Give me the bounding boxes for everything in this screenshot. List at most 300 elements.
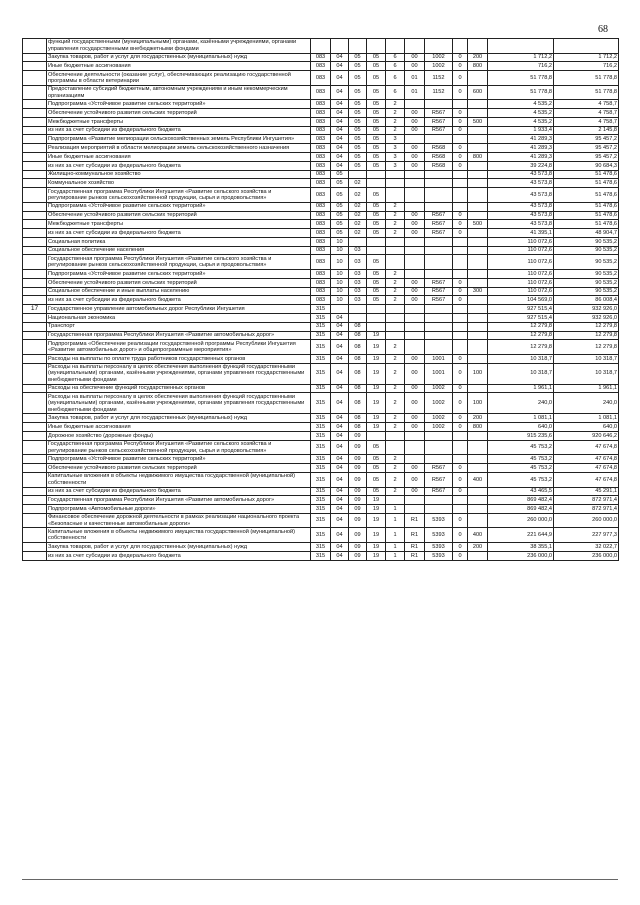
expense-type-code-cell: 300	[468, 287, 488, 296]
subprogram-code-cell: 2	[386, 117, 405, 126]
bottom-rule	[22, 879, 618, 880]
program-code-cell	[367, 305, 386, 314]
flag-code-cell: 0	[453, 126, 468, 135]
expense-type-code-cell	[468, 135, 488, 144]
expense-type-code-cell	[468, 246, 488, 255]
amount-year1-cell: 10 318,7	[488, 363, 554, 384]
section-code-cell: 04	[331, 85, 349, 100]
subsection-code-cell: 08	[349, 414, 367, 423]
expense-type-code-cell	[468, 496, 488, 505]
flag-code-cell	[453, 331, 468, 340]
program-code-cell: 05	[367, 117, 386, 126]
expense-type-code-cell: 500	[468, 117, 488, 126]
subsection-code-cell: 03	[349, 296, 367, 305]
row-number-cell	[23, 464, 47, 473]
program-code-cell: 05	[367, 135, 386, 144]
amount-year1-cell: 43 573,8	[488, 179, 554, 188]
section-code-cell	[331, 305, 349, 314]
expense-type-code-cell	[468, 144, 488, 153]
amount-year2-cell: 236 000,0	[554, 551, 619, 560]
table-row	[23, 487, 619, 496]
subsection-code-cell	[349, 305, 367, 314]
amount-year2-cell: 872 971,4	[554, 496, 619, 505]
subprogram-code-cell: 3	[386, 161, 405, 170]
amount-year1-cell: 1 933,4	[488, 126, 554, 135]
section-code-cell: 04	[331, 414, 349, 423]
flag-code-cell: 0	[453, 117, 468, 126]
table-row	[23, 528, 619, 543]
expense-type-code-cell	[468, 384, 488, 393]
ministry-code-cell: 083	[311, 237, 331, 246]
measure-code-cell: 00	[405, 363, 425, 384]
subsection-code-cell	[349, 313, 367, 322]
ministry-code-cell: 315	[311, 440, 331, 455]
measure-code-cell	[405, 440, 425, 455]
item-name-cell: Государственная программа Республики Ингушетия «Развитие сельского хозяйства и регулирование рынков сельскохозяйственной продукции, сырья и продовольствия»	[47, 440, 311, 455]
row-number-cell	[23, 322, 47, 331]
program-code-cell: 05	[367, 487, 386, 496]
table-row	[23, 100, 619, 109]
row-number-cell	[23, 440, 47, 455]
item-name-cell: Государственная программа Республики Ингушетия «Развитие сельского хозяйства и регулирование рынков сельскохозяйственной продукции, сырья и продовольствия»	[47, 255, 311, 270]
subsection-code-cell	[349, 39, 367, 54]
section-code-cell: 05	[331, 170, 349, 179]
direction-code-cell	[425, 170, 453, 179]
ministry-code-cell: 083	[311, 211, 331, 220]
row-number-cell	[23, 513, 47, 528]
amount-year1-cell: 38 355,1	[488, 543, 554, 552]
flag-code-cell: 0	[453, 513, 468, 528]
amount-year1-cell: 110 072,6	[488, 255, 554, 270]
amount-year2-cell: 10 318,7	[554, 354, 619, 363]
section-code-cell: 04	[331, 161, 349, 170]
ministry-code-cell: 315	[311, 414, 331, 423]
table-row	[23, 472, 619, 487]
amount-year2-cell: 51 778,8	[554, 71, 619, 86]
flag-code-cell	[453, 135, 468, 144]
item-name-cell: Иные бюджетные ассигнования	[47, 62, 311, 71]
item-name-cell: из них за счет субсидии из федерального бюджета	[47, 161, 311, 170]
subprogram-code-cell	[386, 170, 405, 179]
table-row	[23, 255, 619, 270]
program-code-cell: 05	[367, 211, 386, 220]
ministry-code-cell: 083	[311, 278, 331, 287]
amount-year2-cell: 90 535,2	[554, 255, 619, 270]
item-name-cell: Иные бюджетные ассигнования	[47, 153, 311, 162]
subsection-code-cell: 08	[349, 340, 367, 355]
expense-type-code-cell: 100	[468, 363, 488, 384]
amount-year2-cell: 920 646,2	[554, 432, 619, 441]
section-code-cell: 04	[331, 505, 349, 514]
item-name-cell: из них за счет субсидии из федерального бюджета	[47, 551, 311, 560]
program-code-cell: 19	[367, 423, 386, 432]
measure-code-cell: 00	[405, 62, 425, 71]
program-code-cell: 19	[367, 340, 386, 355]
ministry-code-cell: 315	[311, 322, 331, 331]
amount-year1-cell: 41 395,1	[488, 229, 554, 238]
flag-code-cell: 0	[453, 487, 468, 496]
amount-year2-cell: 32 022,7	[554, 543, 619, 552]
measure-code-cell	[405, 255, 425, 270]
item-name-cell: Расходы на выплаты по оплате труда работников государственных органов	[47, 354, 311, 363]
ministry-code-cell: 315	[311, 363, 331, 384]
amount-year2-cell: 1 081,1	[554, 414, 619, 423]
ministry-code-cell: 315	[311, 543, 331, 552]
subsection-code-cell: 02	[349, 188, 367, 203]
flag-code-cell: 0	[453, 551, 468, 560]
flag-code-cell: 0	[453, 414, 468, 423]
budget-table-body	[23, 39, 619, 561]
subsection-code-cell: 09	[349, 472, 367, 487]
item-name-cell: Реализация мероприятий в области мелиорации земель сельскохозяйственного назначения	[47, 144, 311, 153]
amount-year2-cell: 51 478,6	[554, 220, 619, 229]
flag-code-cell: 0	[453, 53, 468, 62]
direction-code-cell: 5393	[425, 513, 453, 528]
item-name-cell: Закупка товаров, работ и услуг для государственных (муниципальных) нужд	[47, 53, 311, 62]
section-code-cell: 04	[331, 393, 349, 414]
program-code-cell: 05	[367, 202, 386, 211]
direction-code-cell: R567	[425, 126, 453, 135]
section-code-cell: 10	[331, 296, 349, 305]
direction-code-cell	[425, 505, 453, 514]
flag-code-cell	[453, 270, 468, 279]
expense-type-code-cell	[468, 322, 488, 331]
subsection-code-cell: 05	[349, 71, 367, 86]
section-code-cell: 04	[331, 71, 349, 86]
item-name-cell: Расходы на обеспечение функций государственных органов	[47, 384, 311, 393]
amount-year2-cell: 1 961,1	[554, 384, 619, 393]
amount-year2-cell: 51 478,6	[554, 179, 619, 188]
amount-year2-cell: 12 279,8	[554, 322, 619, 331]
subprogram-code-cell: 2	[386, 126, 405, 135]
subsection-code-cell: 09	[349, 455, 367, 464]
budget-table	[22, 38, 619, 561]
amount-year1-cell: 43 465,5	[488, 487, 554, 496]
subprogram-code-cell: 2	[386, 414, 405, 423]
table-row	[23, 393, 619, 414]
row-number-cell	[23, 496, 47, 505]
expense-type-code-cell	[468, 505, 488, 514]
section-code-cell: 10	[331, 255, 349, 270]
table-row	[23, 220, 619, 229]
expense-type-code-cell: 800	[468, 423, 488, 432]
measure-code-cell: 00	[405, 472, 425, 487]
program-code-cell: 05	[367, 144, 386, 153]
subprogram-code-cell: 2	[386, 472, 405, 487]
row-number-cell	[23, 432, 47, 441]
measure-code-cell: R1	[405, 528, 425, 543]
subprogram-code-cell: 2	[386, 363, 405, 384]
table-row	[23, 188, 619, 203]
row-number-cell	[23, 472, 47, 487]
ministry-code-cell: 315	[311, 305, 331, 314]
subsection-code-cell: 03	[349, 255, 367, 270]
row-number-cell	[23, 117, 47, 126]
expense-type-code-cell: 200	[468, 543, 488, 552]
amount-year1-cell	[488, 39, 554, 54]
section-code-cell: 05	[331, 229, 349, 238]
measure-code-cell	[405, 305, 425, 314]
item-name-cell: Государственная программа Республики Ингушетия «Развитие сельского хозяйства и регулирование рынков сельскохозяйственной продукции, сырья и продовольствия»	[47, 188, 311, 203]
direction-code-cell	[425, 455, 453, 464]
amount-year1-cell: 927 515,4	[488, 305, 554, 314]
table-row	[23, 414, 619, 423]
row-number-cell	[23, 62, 47, 71]
subprogram-code-cell: 2	[386, 455, 405, 464]
table-row	[23, 354, 619, 363]
program-code-cell	[367, 313, 386, 322]
ministry-code-cell: 315	[311, 331, 331, 340]
expense-type-code-cell	[468, 340, 488, 355]
subprogram-code-cell: 2	[386, 464, 405, 473]
row-number-cell	[23, 202, 47, 211]
measure-code-cell	[405, 39, 425, 54]
subsection-code-cell: 09	[349, 432, 367, 441]
subsection-code-cell: 05	[349, 85, 367, 100]
program-code-cell: 05	[367, 229, 386, 238]
ministry-code-cell: 315	[311, 513, 331, 528]
section-code-cell: 04	[331, 455, 349, 464]
subsection-code-cell: 09	[349, 440, 367, 455]
flag-code-cell: 0	[453, 229, 468, 238]
ministry-code-cell: 315	[311, 551, 331, 560]
amount-year1-cell: 236 000,0	[488, 551, 554, 560]
subprogram-code-cell: 1	[386, 528, 405, 543]
program-code-cell: 19	[367, 528, 386, 543]
section-code-cell: 04	[331, 464, 349, 473]
measure-code-cell	[405, 322, 425, 331]
subprogram-code-cell: 6	[386, 85, 405, 100]
amount-year2-cell: 51 778,8	[554, 85, 619, 100]
program-code-cell	[367, 432, 386, 441]
amount-year1-cell: 43 573,8	[488, 211, 554, 220]
direction-code-cell: 1002	[425, 423, 453, 432]
program-code-cell: 19	[367, 543, 386, 552]
subprogram-code-cell: 2	[386, 487, 405, 496]
flag-code-cell: 0	[453, 220, 468, 229]
subsection-code-cell: 05	[349, 144, 367, 153]
measure-code-cell: R1	[405, 543, 425, 552]
measure-code-cell: 00	[405, 109, 425, 118]
table-row	[23, 117, 619, 126]
ministry-code-cell: 315	[311, 487, 331, 496]
ministry-code-cell: 315	[311, 472, 331, 487]
amount-year2-cell: 640,0	[554, 423, 619, 432]
amount-year1-cell: 110 072,6	[488, 278, 554, 287]
flag-code-cell: 0	[453, 363, 468, 384]
expense-type-code-cell	[468, 455, 488, 464]
item-name-cell: Обеспечение устойчивого развития сельских территорий	[47, 464, 311, 473]
amount-year1-cell: 45 753,2	[488, 455, 554, 464]
program-code-cell: 05	[367, 71, 386, 86]
program-code-cell: 05	[367, 220, 386, 229]
subsection-code-cell: 02	[349, 211, 367, 220]
amount-year1-cell: 43 573,8	[488, 188, 554, 203]
table-row	[23, 109, 619, 118]
table-row	[23, 202, 619, 211]
measure-code-cell	[405, 202, 425, 211]
item-name-cell: Предоставление субсидий бюджетным, автономным учреждениям и иным некоммерческим организациям	[47, 85, 311, 100]
flag-code-cell: 0	[453, 464, 468, 473]
program-code-cell: 19	[367, 384, 386, 393]
measure-code-cell	[405, 170, 425, 179]
subsection-code-cell: 09	[349, 528, 367, 543]
flag-code-cell: 0	[453, 62, 468, 71]
subsection-code-cell: 05	[349, 100, 367, 109]
row-number-cell	[23, 528, 47, 543]
subsection-code-cell: 05	[349, 62, 367, 71]
expense-type-code-cell	[468, 170, 488, 179]
direction-code-cell	[425, 322, 453, 331]
measure-code-cell	[405, 455, 425, 464]
section-code-cell: 04	[331, 423, 349, 432]
program-code-cell: 05	[367, 270, 386, 279]
subsection-code-cell: 05	[349, 135, 367, 144]
amount-year2-cell: 90 535,2	[554, 287, 619, 296]
ministry-code-cell: 083	[311, 144, 331, 153]
section-code-cell: 04	[331, 109, 349, 118]
measure-code-cell: 00	[405, 278, 425, 287]
amount-year2-cell: 47 674,8	[554, 455, 619, 464]
item-name-cell: Капитальные вложения в объекты недвижимого имущества государственной (муниципальной) собственности	[47, 528, 311, 543]
item-name-cell: Коммунальное хозяйство	[47, 179, 311, 188]
measure-code-cell: 00	[405, 53, 425, 62]
amount-year1-cell: 110 072,6	[488, 237, 554, 246]
measure-code-cell	[405, 331, 425, 340]
amount-year1-cell: 1 961,1	[488, 384, 554, 393]
flag-code-cell: 0	[453, 153, 468, 162]
section-code-cell: 05	[331, 220, 349, 229]
ministry-code-cell: 083	[311, 170, 331, 179]
table-row	[23, 278, 619, 287]
flag-code-cell	[453, 322, 468, 331]
expense-type-code-cell	[468, 100, 488, 109]
program-code-cell: 05	[367, 100, 386, 109]
program-code-cell: 05	[367, 296, 386, 305]
table-row	[23, 237, 619, 246]
table-row	[23, 53, 619, 62]
program-code-cell	[367, 39, 386, 54]
table-row	[23, 170, 619, 179]
row-number-cell	[23, 414, 47, 423]
subprogram-code-cell: 2	[386, 278, 405, 287]
table-row	[23, 423, 619, 432]
ministry-code-cell: 083	[311, 220, 331, 229]
amount-year2-cell: 47 674,8	[554, 472, 619, 487]
flag-code-cell: 0	[453, 287, 468, 296]
amount-year1-cell: 43 573,8	[488, 220, 554, 229]
amount-year1-cell: 41 289,3	[488, 153, 554, 162]
flag-code-cell	[453, 305, 468, 314]
ministry-code-cell: 315	[311, 432, 331, 441]
row-number-cell	[23, 39, 47, 54]
program-code-cell: 05	[367, 440, 386, 455]
amount-year1-cell: 45 753,2	[488, 440, 554, 455]
program-code-cell: 05	[367, 161, 386, 170]
subsection-code-cell: 02	[349, 202, 367, 211]
subsection-code-cell: 09	[349, 551, 367, 560]
subprogram-code-cell: 6	[386, 53, 405, 62]
subsection-code-cell: 05	[349, 126, 367, 135]
amount-year1-cell: 640,0	[488, 423, 554, 432]
subprogram-code-cell	[386, 255, 405, 270]
expense-type-code-cell: 600	[468, 85, 488, 100]
amount-year1-cell: 12 279,8	[488, 322, 554, 331]
section-code-cell: 10	[331, 287, 349, 296]
flag-code-cell: 0	[453, 472, 468, 487]
direction-code-cell	[425, 305, 453, 314]
ministry-code-cell: 315	[311, 354, 331, 363]
amount-year2-cell: 932 926,0	[554, 313, 619, 322]
section-code-cell: 04	[331, 513, 349, 528]
flag-code-cell	[453, 455, 468, 464]
row-number-cell	[23, 237, 47, 246]
subprogram-code-cell	[386, 432, 405, 441]
expense-type-code-cell	[468, 354, 488, 363]
flag-code-cell: 0	[453, 354, 468, 363]
subsection-code-cell: 09	[349, 487, 367, 496]
subprogram-code-cell: 1	[386, 551, 405, 560]
table-row	[23, 39, 619, 54]
expense-type-code-cell	[468, 513, 488, 528]
row-number-cell	[23, 313, 47, 322]
section-code-cell: 04	[331, 126, 349, 135]
amount-year2-cell: 51 478,6	[554, 170, 619, 179]
ministry-code-cell: 083	[311, 53, 331, 62]
direction-code-cell: 5393	[425, 551, 453, 560]
subsection-code-cell: 05	[349, 153, 367, 162]
direction-code-cell: 1002	[425, 384, 453, 393]
flag-code-cell: 0	[453, 393, 468, 414]
amount-year1-cell: 869 482,4	[488, 496, 554, 505]
direction-code-cell: 5393	[425, 543, 453, 552]
flag-code-cell: 0	[453, 211, 468, 220]
flag-code-cell	[453, 100, 468, 109]
table-row	[23, 296, 619, 305]
measure-code-cell: 00	[405, 220, 425, 229]
row-number-cell	[23, 135, 47, 144]
measure-code-cell: 00	[405, 144, 425, 153]
item-name-cell: Подпрограмма «Развитие мелиорации сельскохозяйственных земель Республики Ингушетия»	[47, 135, 311, 144]
program-code-cell: 05	[367, 85, 386, 100]
subsection-code-cell: 08	[349, 331, 367, 340]
program-code-cell: 05	[367, 188, 386, 203]
flag-code-cell	[453, 255, 468, 270]
direction-code-cell: 1001	[425, 354, 453, 363]
section-code-cell: 04	[331, 340, 349, 355]
table-row	[23, 144, 619, 153]
row-number-cell	[23, 331, 47, 340]
direction-code-cell: 1002	[425, 62, 453, 71]
subsection-code-cell: 03	[349, 270, 367, 279]
row-number-cell	[23, 423, 47, 432]
ministry-code-cell: 083	[311, 179, 331, 188]
item-name-cell: Расходы на выплаты персоналу в целях обеспечения выполнения функций государственными (муниципальными) органами, казёнными учреждениями, органами управления государственными внебюджетными фондами	[47, 393, 311, 414]
subprogram-code-cell: 2	[386, 423, 405, 432]
amount-year2-cell: 4 758,7	[554, 100, 619, 109]
direction-code-cell	[425, 340, 453, 355]
section-code-cell: 04	[331, 384, 349, 393]
direction-code-cell	[425, 179, 453, 188]
amount-year2-cell: 4 758,7	[554, 117, 619, 126]
item-name-cell: Иные бюджетные ассигнования	[47, 423, 311, 432]
program-code-cell: 19	[367, 505, 386, 514]
expense-type-code-cell: 400	[468, 528, 488, 543]
direction-code-cell	[425, 496, 453, 505]
program-code-cell: 19	[367, 354, 386, 363]
table-row	[23, 363, 619, 384]
direction-code-cell	[425, 313, 453, 322]
